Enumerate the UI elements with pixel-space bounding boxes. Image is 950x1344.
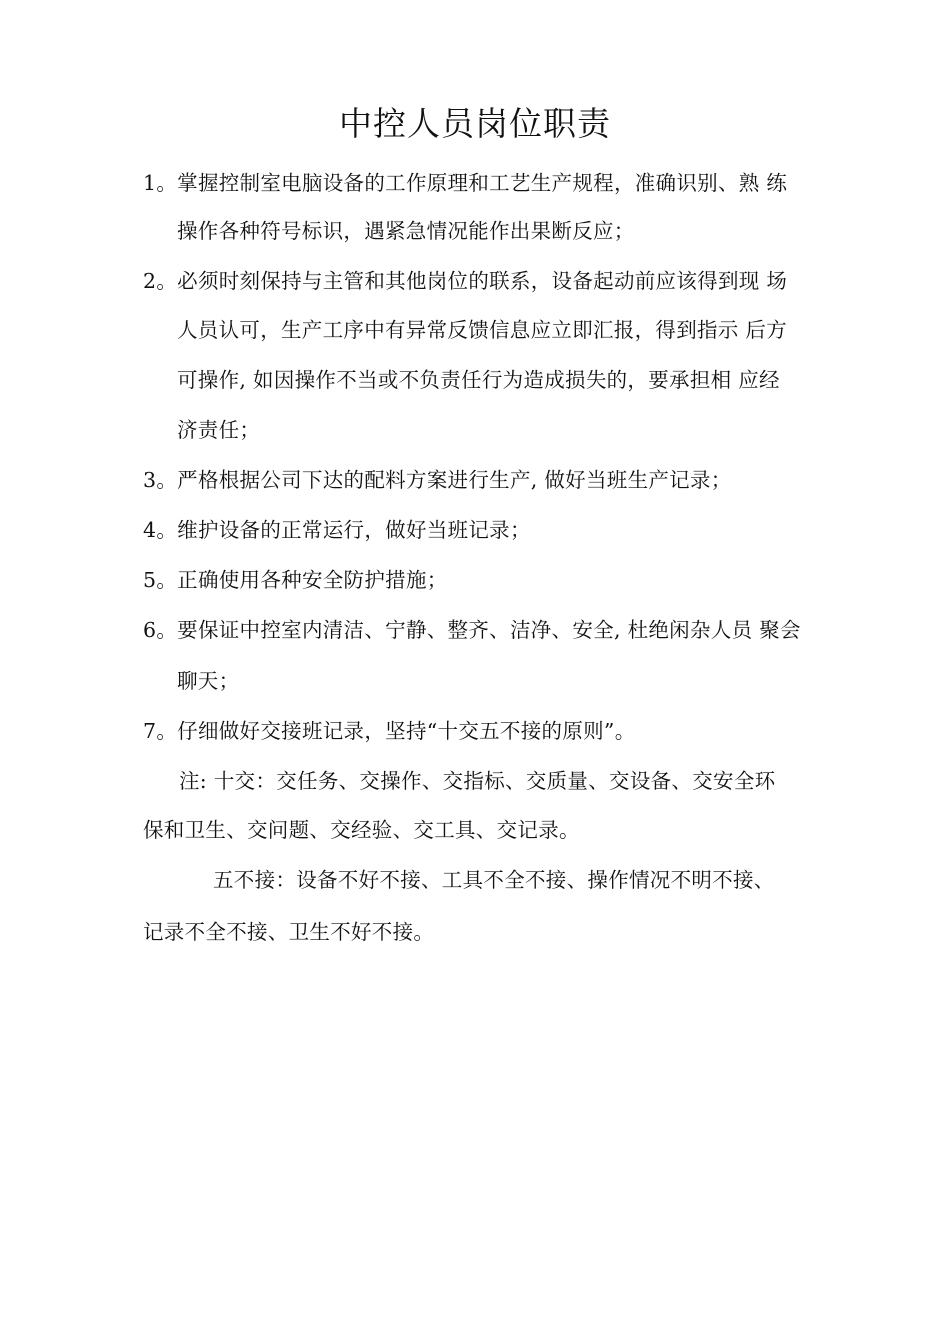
item-7-line-1: 7。仔细做好交接班记录，坚持“十交五不接的原则”。 — [143, 719, 636, 743]
page-title: 中控人员岗位职责 — [339, 104, 611, 143]
item-6-line-1: 6。要保证中控室内清洁、宁静、整齐、洁净、安全, 杜绝闲杂人员 聚会 — [143, 618, 801, 642]
item-2-line-2: 人员认可，生产工序中有异常反馈信息应立即汇报，得到指示 后方 — [177, 318, 788, 342]
item-3-line-1: 3。严格根据公司下达的配料方案进行生产, 做好当班生产记录； — [143, 468, 732, 492]
note-2-line-2: 记录不全不接、卫生不好不接。 — [143, 920, 435, 944]
item-2-line-4: 济责任； — [177, 418, 261, 442]
item-2-line-3: 可操作, 如因操作不当或不负责任行为造成损失的，要承担相 应经 — [177, 368, 780, 392]
item-1-line-2: 操作各种符号标识，遇紧急情况能作出果断反应； — [177, 219, 635, 243]
item-2-line-1: 2。必须时刻保持与主管和其他岗位的联系，设备起动前应该得到现 场 — [143, 269, 788, 293]
note-1-line-2: 保和卫生、交问题、交经验、交工具、交记录。 — [143, 818, 580, 842]
item-4-line-1: 4。维护设备的正常运行，做好当班记录； — [143, 518, 531, 542]
item-6-line-2: 聊天； — [177, 669, 240, 693]
item-5-line-1: 5。正确使用各种安全防护措施； — [143, 568, 448, 592]
note-2-line-1: 五不接：设备不好不接、工具不全不接、操作情况不明不接、 — [213, 868, 775, 892]
item-1-line-1: 1。掌握控制室电脑设备的工作原理和工艺生产规程，准确识别、熟 练 — [143, 171, 788, 195]
note-1-line-1: 注: 十交：交任务、交操作、交指标、交质量、交设备、交安全环 — [179, 769, 776, 793]
